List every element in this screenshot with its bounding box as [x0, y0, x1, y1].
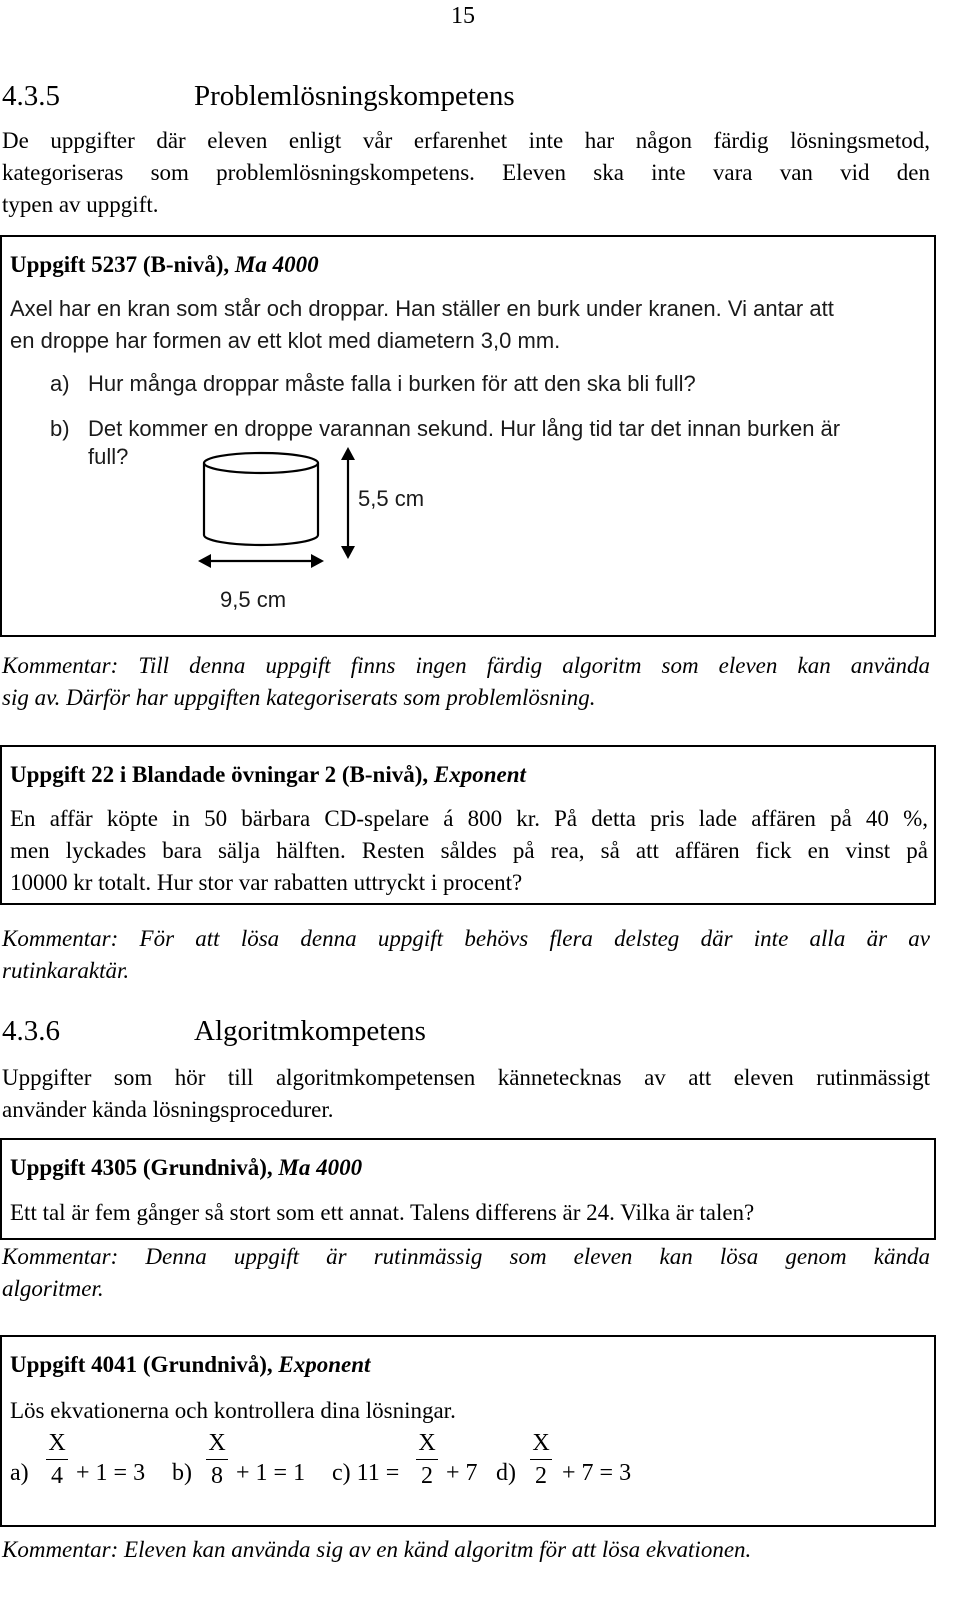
task-box-5237 [0, 235, 936, 637]
task-title-text: Uppgift 5237 (B-nivå), [10, 252, 235, 277]
equation-b-label: b) [172, 1460, 192, 1486]
section-heading-algorithm [2, 1013, 902, 1049]
equation-c-rest: + 7 [446, 1460, 478, 1486]
intro-line: kategoriseras som problemlösningskompetens. Eleven ska inte vara van vid den [2, 160, 930, 185]
equations [2, 1337, 932, 1525]
equation-d-label: d) [496, 1460, 516, 1486]
fraction-bar [416, 1459, 438, 1460]
equation-d-fraction [530, 1429, 552, 1490]
task-source: Ma 4000 [234, 252, 319, 277]
comment-4305 [2, 1241, 930, 1305]
fraction-denominator: 4 [51, 1463, 63, 1489]
fraction-denominator: 2 [421, 1463, 433, 1489]
section-intro [2, 125, 930, 221]
page-number: 15 [451, 3, 475, 29]
comment-line: sig av. Därför har uppgiften kategoriserats som problemlösning. [2, 685, 596, 710]
cylinder-bottom [204, 535, 318, 545]
section-heading-problem-solving [2, 78, 902, 114]
equation-b-rest: + 1 = 1 [236, 1460, 306, 1486]
height-label: 5,5 cm [358, 486, 425, 511]
task-title-text: Uppgift 22 i Blandade övningar 2 (B-nivå), [10, 762, 434, 787]
comment-5237 [2, 650, 930, 714]
intro-line: typen av uppgift. [2, 192, 159, 217]
fraction-bar [206, 1459, 228, 1460]
task-title [10, 759, 526, 791]
comment-22 [2, 923, 930, 987]
equation-b-fraction [206, 1429, 228, 1490]
fraction-denominator: 8 [211, 1463, 223, 1489]
task-source: Ma 4000 [278, 1155, 363, 1180]
item-text: Det kommer en droppe varannan sekund. Hur lång tid tar det innan burken är [88, 416, 841, 441]
width-arrow-right [311, 554, 324, 568]
intro-line: använder kända lösningsprocedurer. [2, 1097, 334, 1122]
task-box-4305 [0, 1138, 936, 1240]
height-arrow-up [341, 447, 355, 460]
comment-line: Kommentar: Till denna uppgift finns ingen färdig algoritm som eleven kan använda [2, 653, 930, 678]
section-number: 4.3.6 [2, 1015, 60, 1047]
equation-a-fraction [46, 1429, 68, 1490]
comment-line: rutinkaraktär. [2, 958, 130, 983]
task-source: Exponent [433, 762, 526, 787]
equation-c-label: c) 11 = [332, 1460, 400, 1486]
section-intro [2, 1062, 930, 1126]
fraction-numerator: X [418, 1430, 436, 1456]
comment-line: algoritmer. [2, 1276, 104, 1301]
fraction-numerator: X [208, 1430, 226, 1456]
item-text: full? [88, 444, 129, 469]
equation-a-label: a) [10, 1460, 29, 1486]
task-line: En affär köpte in 50 bärbara CD-spelare á 800 kr. På detta pris lade affären på 40 %, [10, 806, 928, 831]
task-text: Ett tal är fem gånger så stort som ett annat. Talens differens är 24. Vilka är talen? [10, 1200, 755, 1225]
equation-d-rest: + 7 = 3 [562, 1460, 632, 1486]
item-text: Hur många droppar måste falla i burken för att den ska bli full? [88, 371, 696, 396]
fraction-denominator: 2 [535, 1463, 547, 1489]
section-title: Problemlösningskompetens [194, 80, 515, 112]
task-line: en droppe har formen av ett klot med diametern 3,0 mm. [10, 328, 561, 353]
task-line: 10000 kr totalt. Hur stor var rabatten uttryckt i procent? [10, 870, 523, 895]
task-source: Exponent [278, 1352, 371, 1377]
task-item-a [50, 368, 930, 400]
task-text [10, 293, 928, 357]
task-item-b [50, 413, 930, 477]
width-label: 9,5 cm [220, 587, 287, 612]
task-title-text: Uppgift 4305 (Grundnivå), [10, 1155, 279, 1180]
task-title [10, 249, 319, 281]
intro-line: De uppgifter där eleven enligt vår erfarenhet inte har någon färdig lösningsmetod, [2, 128, 930, 153]
section-title: Algoritmkompetens [194, 1015, 426, 1047]
equation-a-rest: + 1 = 3 [76, 1460, 146, 1486]
equation-c-fraction [416, 1429, 438, 1490]
height-arrow-down [341, 546, 355, 559]
fraction-numerator: X [48, 1430, 66, 1456]
comment-4041: Kommentar: Eleven kan använda sig av en känd algoritm för att lösa ekvationen. [2, 1537, 752, 1562]
fraction-bar [530, 1459, 552, 1460]
cylinder-diagram [198, 447, 368, 597]
task-box-22 [0, 745, 936, 905]
comment-line: Kommentar: Denna uppgift är rutinmässig som eleven kan lösa genom kända [2, 1244, 930, 1269]
comment-line: Kommentar: För att lösa denna uppgift behövs flera delsteg där inte alla är av [2, 926, 930, 951]
fraction-bar [46, 1459, 68, 1460]
section-number: 4.3.5 [2, 80, 60, 112]
task-text: Lös ekvationerna och kontrollera dina lösningar. [10, 1398, 456, 1423]
task-line: Axel har en kran som står och droppar. Han ställer en burk under kranen. Vi antar att [10, 296, 834, 321]
task-box-4041 [0, 1335, 936, 1527]
intro-line: Uppgifter som hör till algoritmkompetensen kännetecknas av att eleven rutinmässigt [2, 1065, 930, 1090]
fraction-numerator: X [532, 1430, 550, 1456]
item-label: a) [50, 371, 70, 396]
task-title [10, 1152, 362, 1184]
task-line: men lyckades bara sälja hälften. Resten såldes på rea, så att affären fick en vinst på [10, 838, 928, 863]
width-arrow-left [198, 554, 211, 568]
item-label: b) [50, 416, 70, 441]
task-text [10, 803, 928, 899]
task-title-text: Uppgift 4041 (Grundnivå), [10, 1352, 279, 1377]
cylinder-top [204, 453, 318, 473]
